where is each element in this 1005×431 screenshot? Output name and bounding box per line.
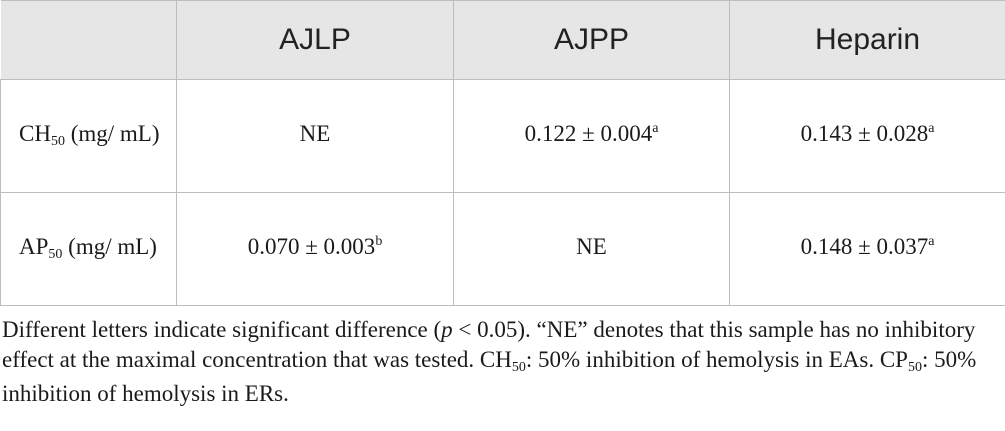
- table-row: [1, 80, 1005, 193]
- header-row: [1, 1, 1005, 80]
- header-cell-heparin: Heparin: [730, 1, 1005, 80]
- table-footnote: Different letters indicate significant difference (p < 0.05). “NE” denotes that this sample has no inhibitory effect at the maximal concentration that was tested. $CH_{50}$: 50% inhibition of hemolysis in EAs. $CP_{50}$: 50% inhibition of hemolysis in ERs.: [2, 317, 977, 406]
- header-cell-empty: [1, 1, 177, 80]
- cell-ap50-ajlp: 0.070 ± 0.003$^b$: [177, 193, 454, 306]
- cell-ap50-heparin: 0.148 ± 0.037$^a$: [730, 193, 1005, 306]
- row-label-ch50: $CH_{50}$ (mg/ mL): [1, 80, 177, 193]
- header-cell-ajpp: AJPP: [454, 1, 730, 80]
- cell-ch50-heparin: 0.143 ± 0.028$^a$: [730, 80, 1005, 193]
- cell-ch50-ajlp: NE: [177, 80, 454, 193]
- table-row: [1, 193, 1005, 306]
- cell-ap50-ajpp: NE: [454, 193, 730, 306]
- cell-ch50-ajpp: 0.122 ± 0.004$^a$: [454, 80, 730, 193]
- header-cell-ajlp: AJLP: [177, 1, 454, 80]
- row-label-ap50: $AP_{50}$ (mg/ mL): [1, 193, 177, 306]
